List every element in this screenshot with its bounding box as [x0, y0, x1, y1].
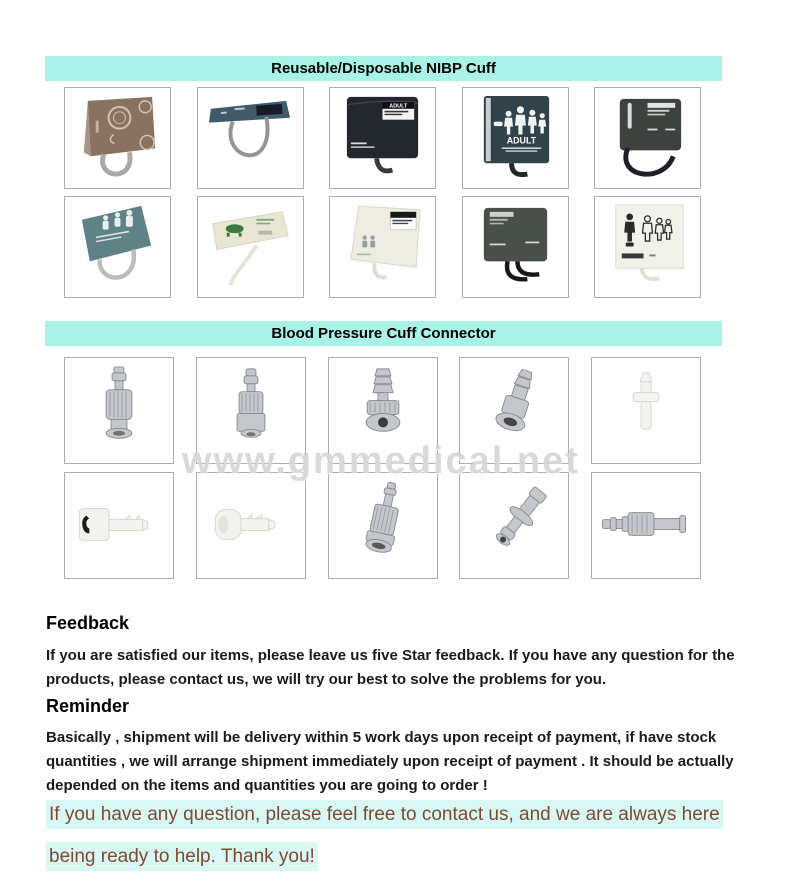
- svg-text:ADULT: ADULT: [506, 135, 536, 146]
- white-barb-connector-image: [595, 361, 697, 460]
- metal-long-connector-image: [595, 476, 697, 575]
- contact-note-line-2: [46, 846, 318, 868]
- nibp-section-banner: [45, 56, 722, 81]
- white-clip-connector-image: [68, 476, 170, 575]
- product-photo-white-barb-connector: [591, 357, 701, 464]
- product-photo-metal-plug-connector: [459, 472, 569, 579]
- nibp-grid-row-2: [64, 196, 701, 298]
- watermark-text: www.gmmedical.net: [182, 440, 580, 482]
- product-photo-teal-cuff: [64, 196, 171, 298]
- navy-flat-cuff-image: [201, 91, 300, 185]
- nibp-section-title: Reusable/Disposable NIBP Cuff: [271, 60, 496, 77]
- product-photo-white-adult-disposable-cuff: [329, 196, 436, 298]
- product-photo-durable-cuff-side-tube: [594, 87, 701, 189]
- feedback-heading: Feedback: [46, 612, 130, 633]
- reminder-paragraph: Basically , shipment will be delivery within 5 work days upon receipt of payment, if have stock quantities , we will arrange shipment immediately upon receipt of payment . It should be actually depended on the items and quantities you are going to order !: [46, 729, 734, 794]
- product-photo-black-adult-cuff: [329, 87, 436, 189]
- connector-section-title: Blood Pressure Cuff Connector: [271, 325, 496, 342]
- connector-grid-row-1: [64, 357, 701, 464]
- contact-note-line-1: [46, 804, 723, 826]
- metal-luer-lock-connector-image: [200, 361, 302, 460]
- product-photo-two-tube-cuff: [462, 196, 569, 298]
- metal-plug-connector-image: [463, 476, 565, 575]
- product-photo-family-adult-cuff: [462, 87, 569, 189]
- feedback-paragraph: If you are satisfied our items, please leave us five Star feedback. If you have any question for the products, please contact us, we will try our best to solve the problems for you.: [46, 647, 735, 688]
- svg-text:ADULT: ADULT: [389, 103, 408, 110]
- durable-cuff-side-tube-image: [598, 91, 697, 185]
- family-adult-cuff-image: [466, 91, 565, 185]
- product-photo-metal-luer-1: [64, 357, 174, 464]
- product-photo-metal-quick-connector: [328, 472, 438, 579]
- contact-note-line-1-text: If you have any question, please feel free to contact us, and we are always here: [46, 800, 723, 829]
- product-photo-metal-barb-knurled: [328, 357, 438, 464]
- product-photo-brown-cuff: [64, 87, 171, 189]
- teal-cuff-image: [68, 200, 167, 294]
- white-adult-disposable-cuff-image: [333, 200, 432, 294]
- white-female-barb-connector-image: [200, 476, 302, 575]
- product-photo-navy-flat-cuff: [197, 87, 304, 189]
- metal-barb-fitting-image: [463, 361, 565, 460]
- metal-quick-connector-image: [332, 476, 434, 575]
- nibp-grid-row-1: [64, 87, 701, 189]
- product-photo-white-female-barb-connector: [196, 472, 306, 579]
- brown-cuff-image: [68, 91, 167, 185]
- cream-lion-cuff-image: [201, 200, 300, 294]
- white-figures-cuff-image: [598, 200, 697, 294]
- product-photo-metal-long-connector: [591, 472, 701, 579]
- metal-luer-connector-image: [68, 361, 170, 460]
- product-photo-white-clip-connector: [64, 472, 174, 579]
- connector-grid-row-2: [64, 472, 701, 579]
- metal-barb-knurled-connector-image: [332, 361, 434, 460]
- product-photo-white-figures-cuff: [594, 196, 701, 298]
- reminder-heading: Reminder: [46, 695, 130, 716]
- two-tube-cuff-image: [466, 200, 565, 294]
- connector-section-banner: [45, 321, 722, 346]
- contact-note-line-2-text: being ready to help. Thank you!: [46, 842, 318, 871]
- product-photo-cream-lion-cuff: [197, 196, 304, 298]
- product-photo-metal-luer-2: [196, 357, 306, 464]
- black-adult-cuff-image: [333, 91, 432, 185]
- product-photo-metal-barb-fitting: [459, 357, 569, 464]
